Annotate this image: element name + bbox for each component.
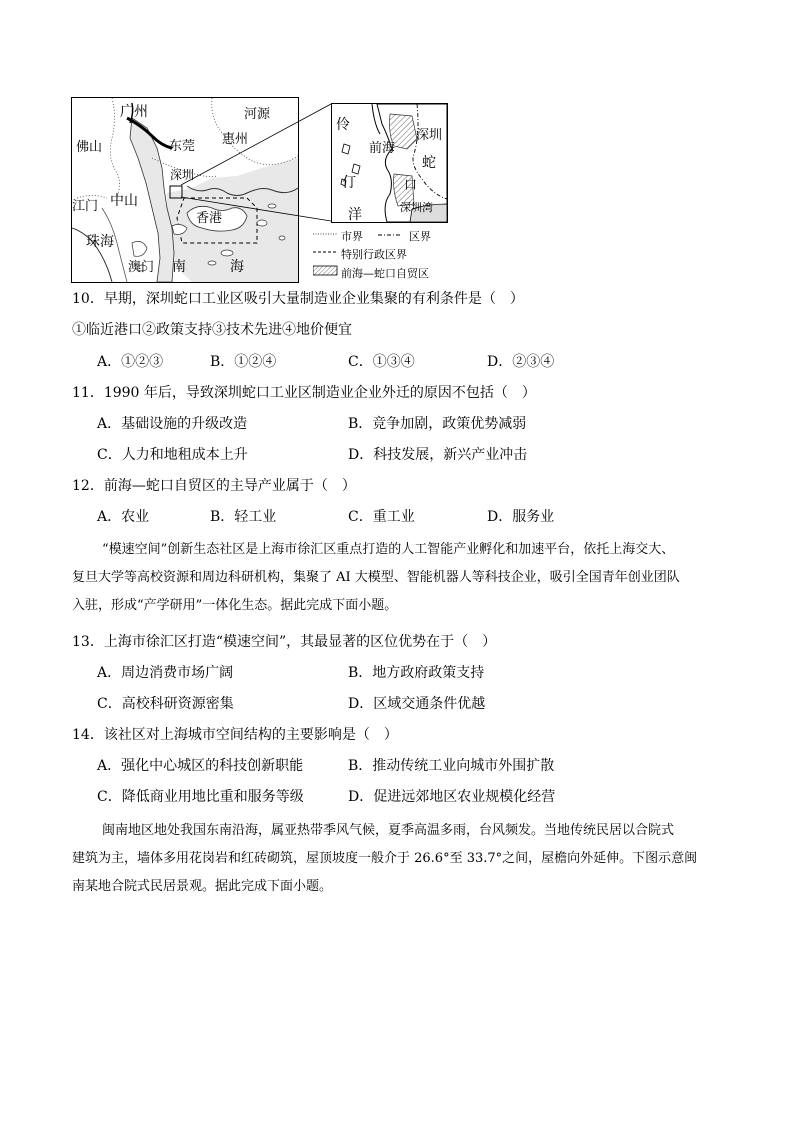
label-hongkong: 香港 <box>196 211 223 226</box>
q10-option-d[interactable]: D．②③④ <box>487 354 555 370</box>
legend-district-boundary: 区界 <box>409 230 431 243</box>
label-guangzhou: 广州 <box>120 104 148 120</box>
passage2-line-2: 建筑为主，墙体多用花岗岩和红砖砌筑，屋顶坡度一般介于 26.6°至 33.7°之间，屋檐向外延伸。下图示意闽 <box>72 851 698 866</box>
inset-label-qianhai: 前海 <box>369 141 396 156</box>
passage2-line-3: 南某地合院式民居景观。据此完成下面小题。 <box>72 879 333 894</box>
label-sea-nan: 南 <box>172 259 186 275</box>
q14-option-d[interactable]: D．促进远郊地区农业规模化经营 <box>348 789 556 805</box>
label-macao: 澳门 <box>128 260 155 275</box>
legend-sar-boundary: 特别行政区界 <box>341 248 407 261</box>
legend-city-boundary: 市界 <box>341 230 363 243</box>
q14-option-c[interactable]: C．降低商业用地比重和服务等级 <box>97 789 304 805</box>
label-zhuhai: 珠海 <box>86 234 114 250</box>
q11-option-c[interactable]: C．人力和地租成本上升 <box>97 447 248 463</box>
inset-label-shenzhen: 深圳 <box>416 128 443 143</box>
q11-option-a[interactable]: A．基础设施的升级改造 <box>97 416 248 432</box>
label-foshan: 佛山 <box>76 140 103 155</box>
passage1-line-2: 复旦大学等高校资源和周边科研机构，集聚了 AI 大模型、智能机器人等科技企业，吸引全国青年创业团队 <box>72 570 680 585</box>
q13-stem: 13．上海市徐汇区打造“模速空间”，其最显著的区位优势在于（ ） <box>72 634 497 650</box>
q10-stem: 10．早期，深圳蛇口工业区吸引大量制造业企业集聚的有利条件是（ ） <box>72 291 524 307</box>
passage2-line-1: 闽南地区地处我国东南沿海，属亚热带季风气候，夏季高温多雨，台风频发。当地传统民居以合院式 <box>102 823 675 838</box>
q11-option-d[interactable]: D．科技发展，新兴产业冲击 <box>348 447 528 463</box>
q12-option-c[interactable]: C．重工业 <box>348 509 415 525</box>
q14-option-b[interactable]: B．推动传统工业向城市外围扩散 <box>348 758 555 774</box>
q14-stem: 14．该社区对上海城市空间结构的主要影响是（ ） <box>72 727 398 743</box>
q12-stem: 12．前海—蛇口自贸区的主导产业属于（ ） <box>72 478 356 494</box>
passage1-line-1: “模速空间”创新生态社区是上海市徐汇区重点打造的人工智能产业孵化和加速平台，依托上海交大、 <box>102 542 675 557</box>
inset-label-ling: 伶 <box>336 117 350 133</box>
legend-symbols <box>313 229 343 279</box>
q12-option-a[interactable]: A．农业 <box>97 509 150 525</box>
q11-stem: 11．1990 年后，导致深圳蛇口工业区制造业企业外迁的原因不包括（ ） <box>72 385 536 401</box>
q13-option-b[interactable]: B．地方政府政策支持 <box>348 665 485 681</box>
q11-option-b[interactable]: B．竞争加剧，政策优势减弱 <box>348 416 527 432</box>
passage-mosu-space <box>72 536 722 620</box>
q12-option-b[interactable]: B．轻工业 <box>210 509 277 525</box>
q10-option-a[interactable]: A．①②③ <box>97 354 164 370</box>
q14-option-a[interactable]: A．强化中心城区的科技创新职能 <box>97 758 304 774</box>
label-dongguan: 东莞 <box>169 139 196 154</box>
label-huizhou: 惠州 <box>222 132 249 147</box>
label-heyuan: 河源 <box>244 107 271 122</box>
q10-option-b[interactable]: B．①②④ <box>210 354 277 370</box>
legend-ftz: 前海—蛇口自贸区 <box>341 267 429 280</box>
q13-option-a[interactable]: A．周边消费市场广阔 <box>97 665 234 681</box>
passage1-line-3: 入驻，形成“产学研用”一体化生态。据此完成下面小题。 <box>72 598 398 613</box>
q13-option-c[interactable]: C．高校科研资源密集 <box>97 696 234 712</box>
passage-minnan-dwelling <box>72 817 722 901</box>
inset-label-kou: 口 <box>404 178 418 193</box>
label-zhongshan: 中山 <box>110 193 138 209</box>
q10-statements: ①临近港口②政策支持③技术先进④地价便宜 <box>72 322 352 338</box>
label-shenzhen: 深圳 <box>170 168 195 182</box>
inset-label-yang: 洋 <box>348 207 362 223</box>
inset-label-she: 蛇 <box>422 155 436 171</box>
legend-district-symbol <box>378 229 408 241</box>
label-jiangmen: 江门 <box>72 199 99 214</box>
inset-label-shenzhenwan: 深圳湾 <box>400 201 433 214</box>
label-sea-hai: 海 <box>230 259 244 275</box>
qianhai-shekou-inset-map <box>331 103 448 223</box>
q12-option-d[interactable]: D．服务业 <box>487 509 555 525</box>
q13-option-d[interactable]: D．区域交通条件优越 <box>348 696 486 712</box>
q10-option-c[interactable]: C．①③④ <box>348 354 415 370</box>
inset-label-ding: 仃 <box>342 175 356 191</box>
